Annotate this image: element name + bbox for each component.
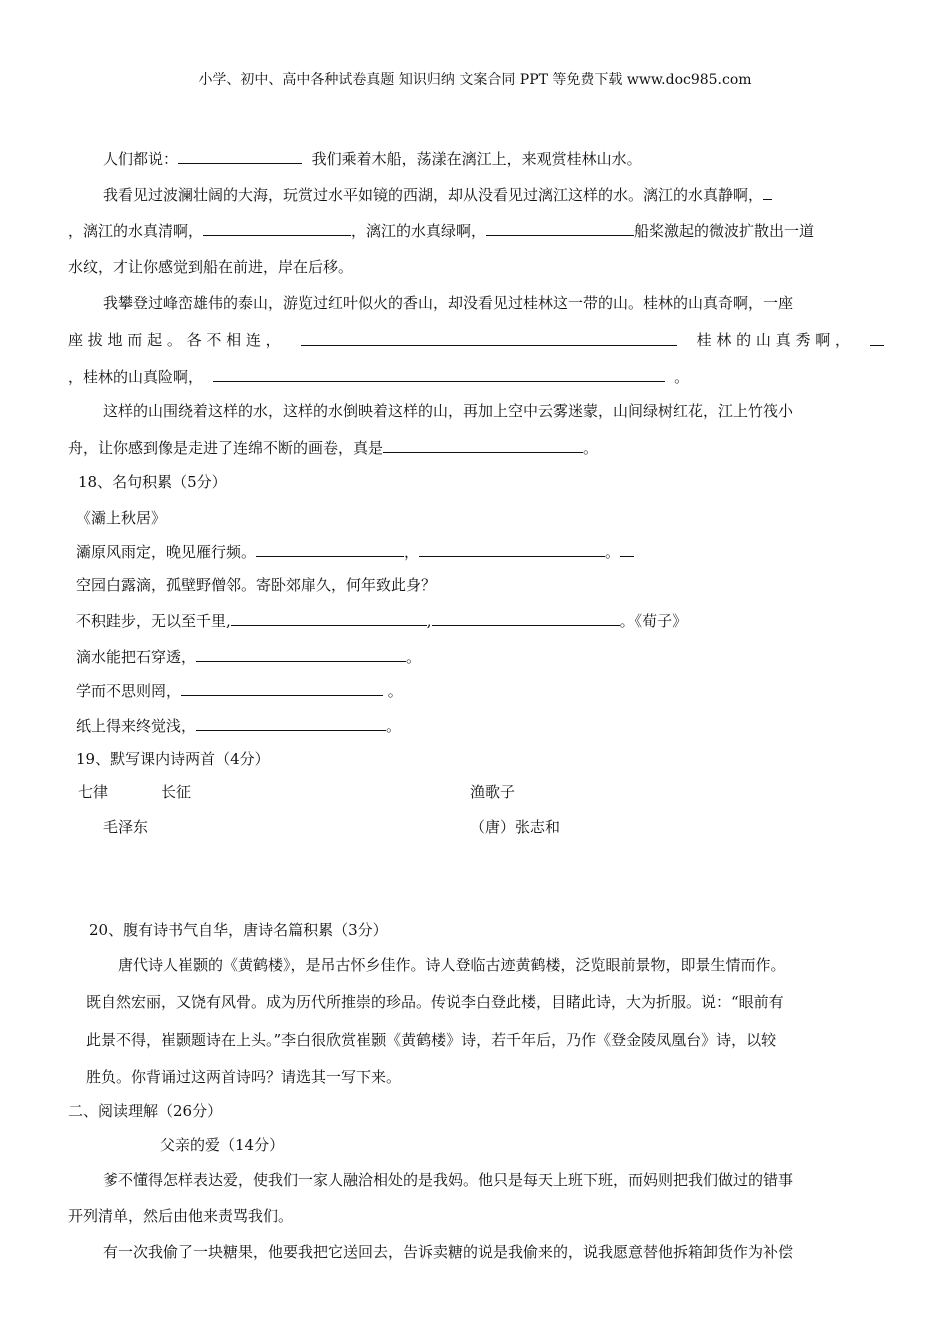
text: ，漓江的水真清啊，	[68, 222, 204, 240]
q18-poem-title: 《灞上秋居》	[76, 509, 167, 527]
text: ，漓江的水真绿啊，	[351, 222, 487, 240]
answer-blank[interactable]	[486, 220, 634, 236]
answer-blank[interactable]	[301, 330, 677, 346]
q20-line-1: 唐代诗人崔颢的《黄鹤楼》，是吊古怀乡佳作。诗人登临古迹黄鹤楼，泛览眼前景物，即景生情而作。	[118, 956, 786, 974]
text: 灞原风雨定，晚见雁行频。	[76, 543, 257, 561]
q20-line-2: 既自然宏丽，又饶有风骨。成为历代所推崇的珍品。传说李白登此楼，目睹此诗，大为折服。说：“眼前有	[86, 993, 784, 1011]
passage-line-3: 有一次我偷了一块糖果，他要我把它送回去，告诉卖糖的说是我偷来的，说我愿意替他拆箱卸货作为补偿	[103, 1243, 794, 1261]
text: 。	[583, 439, 599, 457]
text: 不积跬步，无以至千里,	[76, 612, 231, 630]
q18-title: 18、名句积累（5分）	[78, 473, 227, 491]
text: 桂 林 的 山 真 秀 啊 ，	[696, 331, 851, 349]
answer-blank[interactable]	[870, 330, 884, 346]
passage-line-2: 开列清单，然后由他来责骂我们。	[68, 1207, 294, 1225]
lijiang-p3-line-3	[68, 366, 689, 387]
page-header: 小学、初中、高中各种试卷真题 知识归纳 文案合同 PPT 等免费下载 www.doc985.com	[198, 72, 752, 88]
answer-blank[interactable]	[203, 220, 351, 236]
passage-title: 父亲的爱（14分）	[160, 1136, 285, 1154]
q18-line-2: 空园白露滴，孤壁野僧邻。寄卧郊扉久，何年致此身？	[76, 576, 437, 594]
q19-poem2-title: 渔歌子	[470, 783, 516, 801]
lijiang-p2-line-3: 水纹，才让你感觉到船在前进，岸在后移。	[68, 258, 354, 276]
q19-poem1-form: 七律	[78, 783, 109, 801]
answer-blank[interactable]	[383, 437, 583, 453]
answer-blank[interactable]	[196, 646, 406, 662]
q20-title: 20、腹有诗书气自华，唐诗名篇积累（3分）	[89, 921, 388, 939]
q20-line-4: 胜负。你背诵过这两首诗吗？请选其一写下来。	[86, 1068, 402, 1086]
text: 船桨激起的微波扩散出一道	[634, 222, 815, 240]
lijiang-p4-line-1: 这样的山围绕着这样的水，这样的水倒映着这样的山，再加上空中云雾迷蒙，山间绿树红花，江上竹筏小	[103, 402, 794, 420]
text: 。	[674, 368, 690, 386]
text: 。	[386, 717, 402, 735]
answer-blank[interactable]	[231, 610, 427, 626]
q19-poem1-author: 毛泽东	[103, 818, 149, 836]
q18-line-4	[76, 646, 421, 667]
lijiang-p2-line-2	[68, 220, 814, 241]
answer-blank[interactable]	[181, 680, 383, 696]
q19-poem1-title: 长征	[161, 783, 192, 801]
text: 纸上得来终觉浅，	[76, 717, 197, 735]
answer-blank[interactable]	[213, 366, 665, 382]
answer-blank[interactable]	[620, 541, 634, 557]
text: ，桂林的山真险啊，	[68, 368, 204, 386]
text: 舟，让你感到像是走进了连绵不断的画卷，真是	[68, 439, 384, 457]
lijiang-p4-line-2	[68, 437, 598, 458]
lijiang-p3-line-1: 我攀登过峰峦雄伟的泰山，游览过红叶似火的香山，却没看见过桂林这一带的山。桂林的山真奇啊，一座	[103, 294, 794, 312]
answer-blank[interactable]	[256, 541, 404, 557]
answer-blank[interactable]	[763, 184, 772, 200]
text: 座 拔 地 而 起 。 各 不 相 连 ，	[68, 331, 281, 349]
text: 学而不思则罔，	[76, 682, 182, 700]
q18-line-3	[76, 610, 687, 631]
text: 滴水能把石穿透，	[76, 648, 197, 666]
text: 。	[406, 648, 422, 666]
lijiang-p2-line-1	[103, 184, 772, 205]
answer-blank[interactable]	[432, 610, 620, 626]
text: 。《荀子》	[619, 612, 688, 630]
q18-line-1	[76, 541, 634, 562]
text: ,	[426, 612, 432, 630]
lijiang-p3-line-2	[68, 330, 884, 350]
q18-line-6	[76, 715, 401, 736]
answer-blank[interactable]	[419, 541, 605, 557]
text: 我们乘着木船，荡漾在漓江上，来观赏桂林山水。	[311, 150, 642, 168]
answer-blank[interactable]	[178, 148, 302, 164]
lijiang-line-1	[103, 148, 642, 169]
text: ，	[404, 543, 420, 561]
passage-line-1: 爹不懂得怎样表达爱，使我们一家人融洽相处的是我妈。他只是每天上班下班，而妈则把我们做过的错事	[103, 1171, 794, 1189]
text: 。	[605, 543, 621, 561]
q18-line-5	[76, 680, 403, 701]
q19-poem2-author: （唐）张志和	[470, 818, 561, 836]
q19-title: 19、默写课内诗两首（4分）	[76, 750, 270, 768]
text: 。	[387, 682, 403, 700]
text: 我看见过波澜壮阔的大海，玩赏过水平如镜的西湖，却从没看见过漓江这样的水。漓江的水真静啊，	[103, 186, 764, 204]
text: 人们都说：	[103, 150, 179, 168]
answer-blank[interactable]	[196, 715, 386, 731]
q20-line-3: 此景不得，崔颢题诗在上头。”李白很欣赏崔颢《黄鹤楼》诗，若千年后，乃作《登金陵凤凰台》诗，以较	[86, 1031, 777, 1049]
section-heading: 二、阅读理解（26分）	[68, 1102, 223, 1120]
